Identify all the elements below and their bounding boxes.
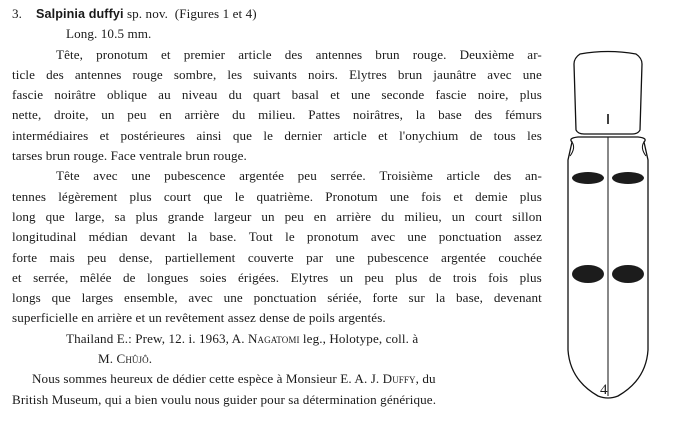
record-end: . bbox=[148, 351, 153, 367]
para1-line: fascie noirâtre oblique au niveau du quart basal et une seconde fascie noire, plus bbox=[12, 87, 542, 103]
basal-fascia-right bbox=[612, 172, 644, 184]
para2-line: forte mais peu dense, partiellement couverte par une pubescence argentée couchée bbox=[12, 249, 542, 265]
heading-rest: sp. nov. (Figures 1 et 4) bbox=[123, 6, 257, 21]
length-line: Long. 10.5 mm. bbox=[66, 26, 152, 42]
para2-line: Tête avec une pubescence argentée peu serrée. Troisième article des an- bbox=[56, 168, 542, 184]
para2-line: longs que larges ensemble, avec une ponctuation sériée, forte sur la base, devenant bbox=[12, 290, 542, 306]
para2-line: tennes légèrement plus court que le quatrième. Pronotum une fois et demie plus bbox=[12, 188, 542, 204]
para1-line: Tête, pronotum et premier article des antennes brun rouge. Deuxième ar- bbox=[56, 46, 542, 62]
dedication-end: , du bbox=[415, 371, 436, 387]
record-holotype: leg., Holotype, coll. à bbox=[299, 330, 419, 346]
entry-number: 3. bbox=[12, 6, 23, 21]
material-record-line1 bbox=[12, 329, 542, 349]
material-record-line2 bbox=[12, 349, 542, 369]
dedicatee-name: Duffy bbox=[382, 371, 416, 387]
species-heading bbox=[12, 4, 542, 24]
para1-line: ticle des antennes rouge sombre, les suivants noirs. Elytres brun jaunâtre avec une bbox=[12, 66, 542, 82]
para1-line: tarses brun rouge. Face ventrale brun rouge. bbox=[12, 148, 247, 164]
para2-line: longitudinal médian devant la base. Tout le pronotum avec une ponctuation assez bbox=[12, 229, 542, 245]
record-prefix: M. bbox=[98, 351, 117, 367]
para2-line: et serrée, mêlée de longues soies érigées. Elytres un peu plus de trois fois plus bbox=[12, 269, 542, 285]
para1-line: nette, droite, un peu en arrière du milieu. Pattes noirâtres, la base des fémurs bbox=[12, 107, 542, 123]
dedication-line2: British Museum, qui a bien voulu nous guider pour sa détermination générique. bbox=[12, 391, 437, 407]
median-fascia-right bbox=[612, 265, 644, 283]
beetle-illustration bbox=[558, 50, 658, 402]
para1-line: intermédiaires et postérieures ainsi que le dernier article et l'onychium de tous les bbox=[12, 127, 542, 143]
para2-line: superficielle en arrière et un revêtement assez dense de poils argentés. bbox=[12, 310, 386, 326]
description-text bbox=[12, 4, 542, 410]
collector-name: Nagatomi bbox=[247, 330, 300, 346]
dedication-line1 bbox=[12, 369, 542, 389]
figure-number: 4 bbox=[600, 382, 608, 398]
basal-fascia-left bbox=[572, 172, 604, 184]
median-fascia-left bbox=[572, 265, 604, 283]
collection-owner-name: Chûjô bbox=[116, 351, 149, 367]
dedication-text: Nous sommes heureux de dédier cette espèce à Monsieur E. A. J. bbox=[32, 371, 383, 387]
record-locality: Thailand E.: Prew, 12. i. 1963, A. bbox=[66, 330, 248, 346]
para2-line: long que large, sa plus grande largeur un peu en arrière du milieu, un court sillon bbox=[12, 208, 542, 224]
species-name: Salpinia duffyi bbox=[36, 7, 124, 21]
